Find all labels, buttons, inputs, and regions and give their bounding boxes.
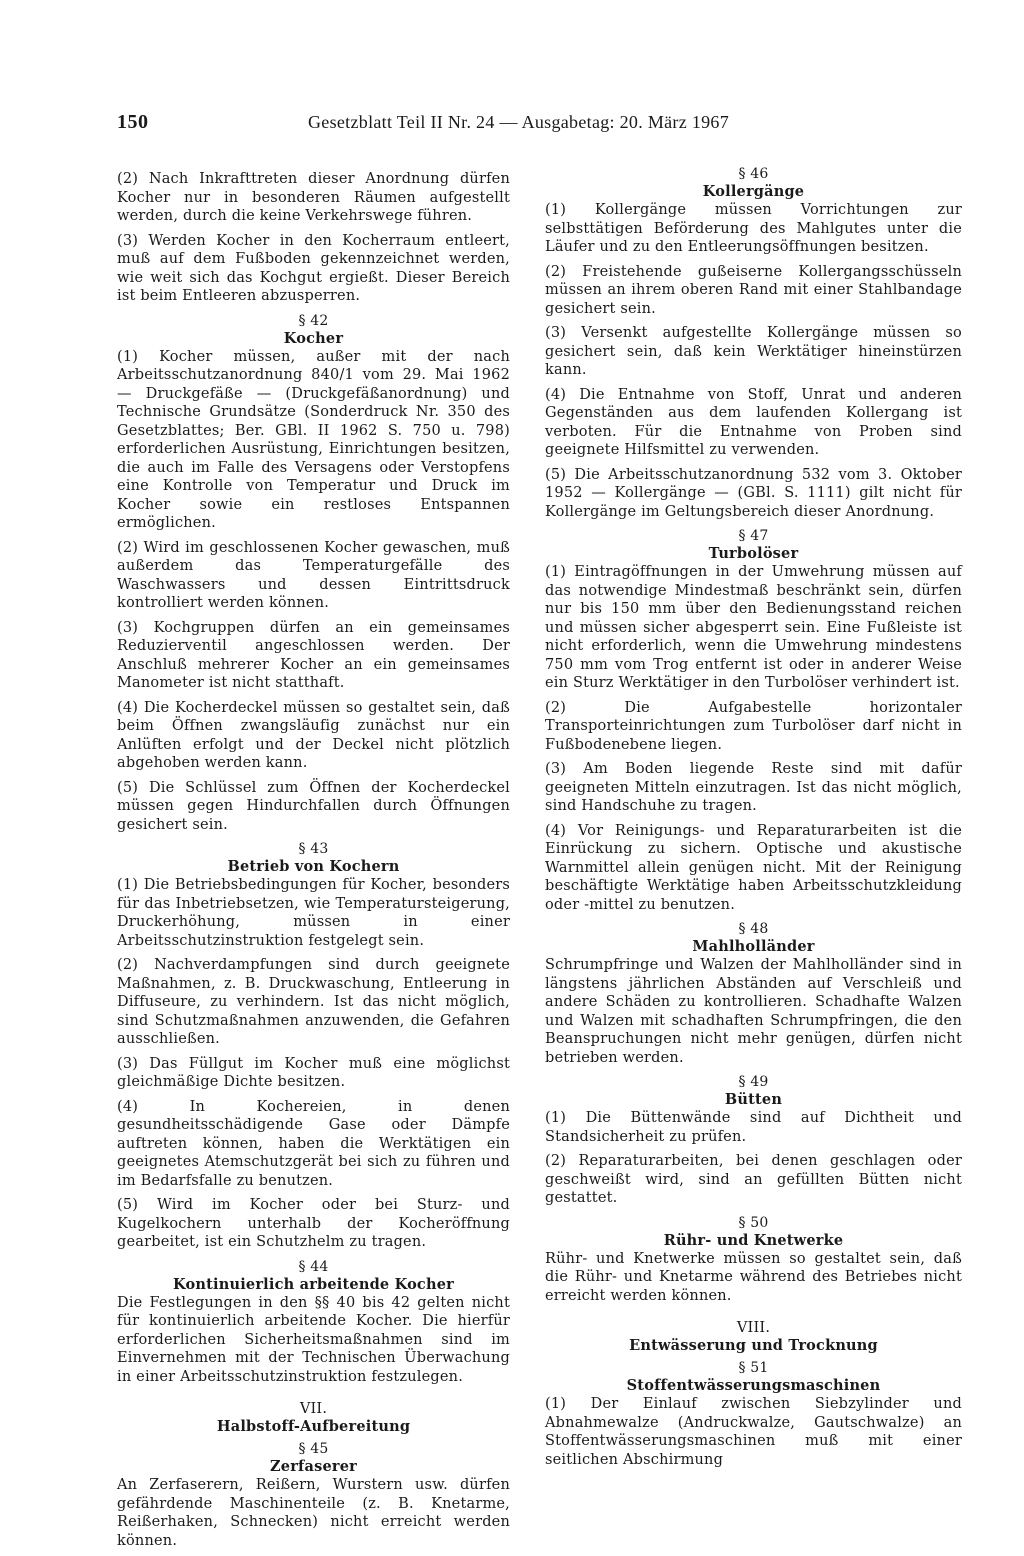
paragraph: Rühr- und Knetwerke müssen so gestaltet sein, daß die Rühr- und Knetarme während des Betriebes nicht erreicht werden können. [545, 1250, 962, 1304]
right-column [545, 161, 962, 1475]
section-title: Bütten [724, 1091, 783, 1108]
section-number: § 46 [738, 166, 769, 182]
paragraph: (2) Freistehende gußeiserne Kollergangsschüsseln müssen an ihrem oberen Rand mit einer Stahlbandage gesichert sein. [545, 263, 962, 317]
section-number: § 42 [298, 312, 329, 329]
section-number: § 50 [738, 1214, 769, 1231]
paragraph: (1) Kollergänge müssen Vorrichtungen zur selbsttätigen Beförderung des Mahlgutes unter die Läufer und zu den Entleerungsöffnungen besitzen. [545, 202, 962, 255]
section-number: § 48 [738, 921, 769, 937]
section-title: Zerfaserer [270, 1458, 357, 1475]
section-title: Kontinuierlich arbeitende Kocher [173, 1275, 454, 1293]
section-title: Kollergänge [702, 183, 805, 200]
paragraph: Die Festlegungen in den §§ 40 bis 42 gelten nicht für kontinuierlich arbeitende Kocher. Die hierfür erforderlichen Sicherheitsmaßnahmen sind im Einvernehmen mit der Technischen Überwachung in einer Arbeitsschutzinstruktion festzulegen. [117, 1294, 510, 1385]
paragraph: (1) Eintragöffnungen in der Umwehrung müssen auf das notwendige Mindestmaß beschränkt sein, dürfen nur bis 150 mm über den Bedienungsstand reichen und müssen sicher abgesperrt sein. Eine Fußleiste ist nicht erforderlich, wenn die Umwehrung mindestens 750 mm vom Trog entfernt ist oder in anderer Weise ein Sturz Werktätiger in den Turbolöser verhindert ist. [545, 564, 962, 691]
section-number: § 51 [738, 1360, 769, 1376]
section-title: Mahlholländer [692, 938, 815, 955]
paragraph: (2) Wird im geschlossenen Kocher gewaschen, muß außerdem das Temperaturgefälle des Waschwassers und dessen Eintrittsdruck kontrolliert werden können. [117, 539, 510, 611]
paragraph: (5) Die Schlüssel zum Öffnen der Kocherdeckel müssen gegen Hindurchfallen durch Öffnungen gesichert sein. [117, 779, 510, 833]
paragraph: (4) Die Entnahme von Stoff, Unrat und anderen Gegenständen aus dem laufenden Kollergang ist verboten. Für die Entnahme von Proben sind geeignete Hilfsmittel zu verwenden. [545, 386, 962, 458]
part-number: VII. [299, 1401, 328, 1417]
paragraph: (3) Das Füllgut im Kocher muß eine möglichst gleichmäßige Dichte besitzen. [117, 1055, 510, 1090]
part-title: Entwässerung und Trocknung [629, 1337, 878, 1354]
part-title: Halbstoff-Aufbereitung [216, 1418, 411, 1435]
paragraph: (3) Versenkt aufgestellte Kollergänge müssen so gesichert sein, daß kein Werktätiger hineinstürzen kann. [545, 325, 962, 378]
paragraph: (3) Am Boden liegende Reste sind mit dafür geeigneten Mitteln einzutragen. Ist das nicht möglich, sind Handschuhe zu tragen. [545, 761, 962, 814]
section-title: Betrieb von Kochern [227, 858, 400, 875]
section-title: Turbolöser [708, 545, 799, 562]
paragraph: (4) Vor Reinigungs- und Reparaturarbeiten ist die Einrückung zu sichern. Optische und akustische Warnmittel allein genügen nicht. Mit der Reinigung beschäftigte Werktätige haben Arbeitsschutzkleidung oder -mittel zu benutzen. [545, 822, 962, 913]
section-number: § 47 [738, 528, 769, 544]
section-title: Stoffentwässerungsmaschinen [626, 1377, 881, 1394]
running-head: Gesetzblatt Teil II Nr. 24 — Ausgabetag: 20. März 1967 [308, 112, 730, 132]
section-number: § 45 [298, 1441, 329, 1457]
section-title: Rühr- und Knetwerke [663, 1231, 844, 1249]
paragraph: (1) Die Betriebsbedingungen für Kocher, besonders für das Inbetriebsetzen, wie Temperatursteigerung, Druckerhöhung, müssen in einer Arbeitsschutzinstruktion festgelegt sein. [117, 877, 510, 949]
paragraph: An Zerfaserern, Reißern, Wurstern usw. dürfen gefährdende Maschinenteile (z. B. Knetarme, Reißerhaken, Schnecken) nicht erreicht werden können. [117, 1477, 510, 1549]
section-number: § 44 [298, 1258, 329, 1275]
paragraph: (1) Die Büttenwände sind auf Dichtheit und Standsicherheit zu prüfen. [545, 1110, 962, 1145]
page-number: 150 [117, 111, 149, 133]
paragraph: (4) Die Kocherdeckel müssen so gestaltet sein, daß beim Öffnen zwangsläufig zunächst nur ein Anlüften erfolgt und der Deckel nicht plötzlich abgehoben werden kann. [117, 699, 510, 771]
part-number: VIII. [736, 1320, 771, 1336]
paragraph: (5) Die Arbeitsschutzanordnung 532 vom 3. Oktober 1952 — Kollergänge — (GBl. S. 1111) gilt nicht für Kollergänge im Geltungsbereich dieser Anordnung. [545, 466, 962, 520]
section-number: § 49 [738, 1074, 769, 1090]
paragraph: (3) Kochgruppen dürfen an ein gemeinsames Reduzierventil angeschlossen werden. Der Anschluß mehrerer Kocher an ein gemeinsames Manometer ist nicht statthaft. [117, 619, 510, 691]
paragraph: (2) Reparaturarbeiten, bei denen geschlagen oder geschweißt wird, sind an gefüllten Bütten nicht gestattet. [545, 1153, 962, 1206]
paragraph: (2) Die Aufgabestelle horizontaler Transporteinrichtungen zum Turbolöser darf nicht in Fußbodenebene liegen. [545, 699, 962, 753]
paragraph: (1) Kocher müssen, außer mit der nach Arbeitsschutzanordnung 840/1 vom 29. Mai 1962 — Druckgefäße — (Druckgefäßanordnung) und Technische Grundsätze (Sonderdruck Nr. 350 des Gesetzblattes; Ber. GBl. II 1962 S. 750 u. 798) erforderlichen Ausrüstung, Einrichtungen besitzen, die auch im Falle des Versagens oder Verstopfens eine Kontrolle von Temperatur und Druck im Kocher sowie ein restloses Entspannen ermöglichen. [117, 348, 510, 531]
section-title: Kocher [283, 329, 344, 347]
paragraph: (3) Werden Kocher in den Kocherraum entleert, muß auf dem Fußboden gekennzeichnet werden, wie weit sich das Kochgut ergießt. Dieser Bereich ist beim Entleeren abzusperren. [117, 232, 510, 304]
paragraph: (2) Nach Inkrafttreten dieser Anordnung dürfen Kocher nur in besonderen Räumen aufgestellt werden, durch die keine Verkehrswege führen. [117, 171, 510, 224]
paragraph: (4) In Kochereien, in denen gesundheitsschädigende Gase oder Dämpfe auftreten können, haben die Werktätigen ein geeignetes Atemschutzgerät bei sich zu führen und im Bedarfsfalle zu benutzen. [117, 1098, 510, 1189]
section-number: § 43 [298, 841, 329, 857]
paragraph: (2) Nachverdampfungen sind durch geeignete Maßnahmen, z. B. Druckwaschung, Entleerung in Diffuseure, zu verhindern. Ist das nicht möglich, sind Schutzmaßnahmen anzuwenden, die Gefahren ausschließen. [117, 957, 510, 1047]
paragraph: Schrumpfringe und Walzen der Mahlholländer sind in längstens jährlichen Abständen auf Verschleiß und andere Schäden zu kontrollieren. Schadhafte Walzen und Walzen mit schadhaften Schrumpfringen, die den Beanspruchungen nicht mehr genügen, dürfen nicht betrieben werden. [545, 957, 962, 1066]
left-column [117, 170, 510, 1556]
paragraph: (5) Wird im Kocher oder bei Sturz- und Kugelkochern unterhalb der Kocheröffnung gearbeitet, ist ein Schutzhelm zu tragen. [117, 1197, 510, 1250]
paragraph: (1) Der Einlauf zwischen Siebzylinder und Abnahmewalze (Andruckwalze, Gautschwalze) an Stoffentwässerungsmaschinen muß mit einer seitlichen Abschirmung [545, 1396, 962, 1468]
